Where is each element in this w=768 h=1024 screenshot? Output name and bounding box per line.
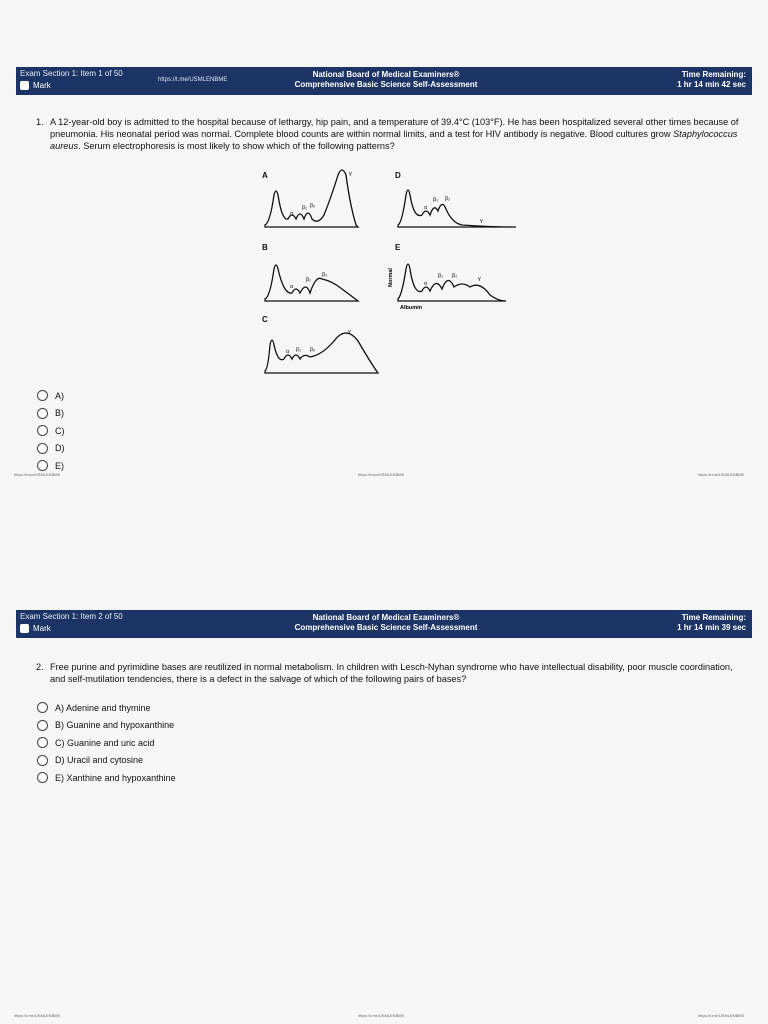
footer-url-center: https://t.me/USMLENBME <box>358 472 405 477</box>
option-e[interactable] <box>37 769 176 787</box>
radio-icon[interactable] <box>37 720 48 731</box>
time-remaining-label: Time Remaining: <box>681 613 746 622</box>
exam-header-bar <box>16 610 752 638</box>
question-suffix: . Serum electrophoresis is most likely to show which of the following patterns? <box>78 141 395 151</box>
exam-header-bar <box>16 67 752 95</box>
panel-b-label: B <box>262 243 268 252</box>
mark-label: Mark <box>33 81 51 90</box>
radio-icon[interactable] <box>37 460 48 471</box>
question-body <box>50 116 746 152</box>
question-stem <box>36 661 746 685</box>
option-label: B) Guanine and hypoxanthine <box>55 720 175 731</box>
option-b[interactable] <box>37 405 65 423</box>
option-c[interactable] <box>37 734 176 752</box>
panel-b-curve <box>265 265 358 301</box>
option-label: E) <box>55 460 64 471</box>
option-label: B) <box>55 408 64 419</box>
footer-url-center: https://t.me/USMLENBME <box>358 1013 405 1018</box>
panel-e-gamma: γ <box>478 276 481 282</box>
footer-url-left: https://t.me/USMLENBME <box>14 1013 61 1018</box>
option-label: E) Xanthine and hypoxanthine <box>55 772 176 783</box>
radio-icon[interactable] <box>37 702 48 713</box>
option-label: D) <box>55 443 65 454</box>
panel-a-curve <box>265 170 358 227</box>
radio-icon[interactable] <box>37 425 48 436</box>
answer-options <box>37 387 65 475</box>
exam-title <box>266 613 506 633</box>
panel-d-beta1: β₁ <box>433 197 439 203</box>
footer-url-right: https://t.me/USMLENBME <box>698 472 745 477</box>
panel-e-beta2: β₂ <box>452 273 458 279</box>
question-number: 2. <box>36 662 44 672</box>
exam-title-line1: National Board of Medical Examiners® <box>312 613 460 622</box>
option-c[interactable] <box>37 422 65 440</box>
panel-a-beta2: β₂ <box>310 203 316 209</box>
option-label: A) Adenine and thymine <box>55 702 151 713</box>
panel-c-alpha: α <box>286 349 290 355</box>
option-label: A) <box>55 390 64 401</box>
option-a[interactable] <box>37 387 65 405</box>
time-remaining-label: Time Remaining: <box>681 70 746 79</box>
question-italic: Staphylococcus aureus <box>50 129 738 151</box>
electrophoresis-figure <box>250 165 530 380</box>
time-remaining <box>677 613 746 633</box>
mark-label: Mark <box>33 624 51 633</box>
panel-d-alpha: α <box>424 205 428 211</box>
panel-d-curve <box>398 190 516 227</box>
question-prefix: A 12-year-old boy is admitted to the hospital because of lethargy, hip pain, and a temperature of 39.4°C (103°F). He has been hospitalized several other times because of pneumonia. His neonatal period was normal. Complete blood counts are within normal limits, and a test for HIV antibody is negative. Blood cultures grow <box>50 117 739 139</box>
panel-a-label: A <box>262 171 268 180</box>
radio-icon[interactable] <box>37 443 48 454</box>
panel-a-gamma: γ <box>349 171 352 177</box>
radio-icon[interactable] <box>37 390 48 401</box>
time-remaining-value: 1 hr 14 min 39 sec <box>677 623 746 632</box>
checkbox-icon[interactable] <box>20 624 29 633</box>
footer-url-right: https://t.me/USMLENBME <box>698 1013 745 1018</box>
panel-b-alpha: α <box>290 284 294 290</box>
option-b[interactable] <box>37 717 176 735</box>
option-d[interactable] <box>37 440 65 458</box>
question-number: 1. <box>36 117 44 127</box>
panel-b-beta1: β₁ <box>306 277 312 283</box>
footer-url-left: https://t.me/USMLENBME <box>14 472 61 477</box>
exam-title-line2: Comprehensive Basic Science Self-Assessment <box>294 80 478 89</box>
panel-e-alpha: α <box>424 281 428 287</box>
panel-a-alpha: α <box>290 211 294 217</box>
question-stem <box>36 116 746 152</box>
option-d[interactable] <box>37 752 176 770</box>
panel-c-beta1: β₁ <box>296 347 302 353</box>
option-a[interactable] <box>37 699 176 717</box>
option-label: D) Uracil and cytosine <box>55 755 144 766</box>
panel-d-gamma: γ <box>480 218 483 224</box>
mark-checkbox[interactable] <box>20 81 51 90</box>
answer-options <box>37 699 176 787</box>
panel-c-curve <box>265 333 378 373</box>
radio-icon[interactable] <box>37 737 48 748</box>
panel-e-curve <box>398 264 506 301</box>
panel-c-label: C <box>262 315 268 324</box>
header-url: https://t.me/USMLENBME <box>158 77 228 83</box>
panel-e-beta1: β₁ <box>438 273 444 279</box>
mark-checkbox[interactable] <box>20 624 51 633</box>
question-body: Free purine and pyrimidine bases are reutilized in normal metabolism. In children with Lesch-Nyhan syndrome who have intellectual disability, poor muscle coordination, and self-mutilation tendencies, there is a defect in the salvage of which of the following pairs of bases? <box>50 662 733 684</box>
panel-b-beta2: β₂ <box>322 272 328 278</box>
panel-d-beta2: β₂ <box>445 196 451 202</box>
checkbox-icon[interactable] <box>20 81 29 90</box>
time-remaining-value: 1 hr 14 min 42 sec <box>677 80 746 89</box>
exam-title <box>266 70 506 90</box>
normal-axis-label: Normal <box>388 268 394 287</box>
exam-title-line1: National Board of Medical Examiners® <box>312 70 460 79</box>
panel-c-gamma: γ <box>348 329 351 335</box>
panel-a-beta1: β₁ <box>302 205 308 211</box>
time-remaining <box>677 70 746 90</box>
albumin-axis-label: Albumin <box>400 305 422 311</box>
option-label: C) Guanine and uric acid <box>55 737 155 748</box>
option-label: C) <box>55 425 65 436</box>
radio-icon[interactable] <box>37 408 48 419</box>
exam-title-line2: Comprehensive Basic Science Self-Assessment <box>294 623 478 632</box>
panel-c-beta2: β₂ <box>310 347 316 353</box>
radio-icon[interactable] <box>37 772 48 783</box>
radio-icon[interactable] <box>37 755 48 766</box>
panel-e-label: E <box>395 243 401 252</box>
panel-d-label: D <box>395 171 401 180</box>
section-item-label: Exam Section 1: Item 2 of 50 <box>20 612 123 621</box>
section-item-label: Exam Section 1: Item 1 of 50 <box>20 69 123 78</box>
